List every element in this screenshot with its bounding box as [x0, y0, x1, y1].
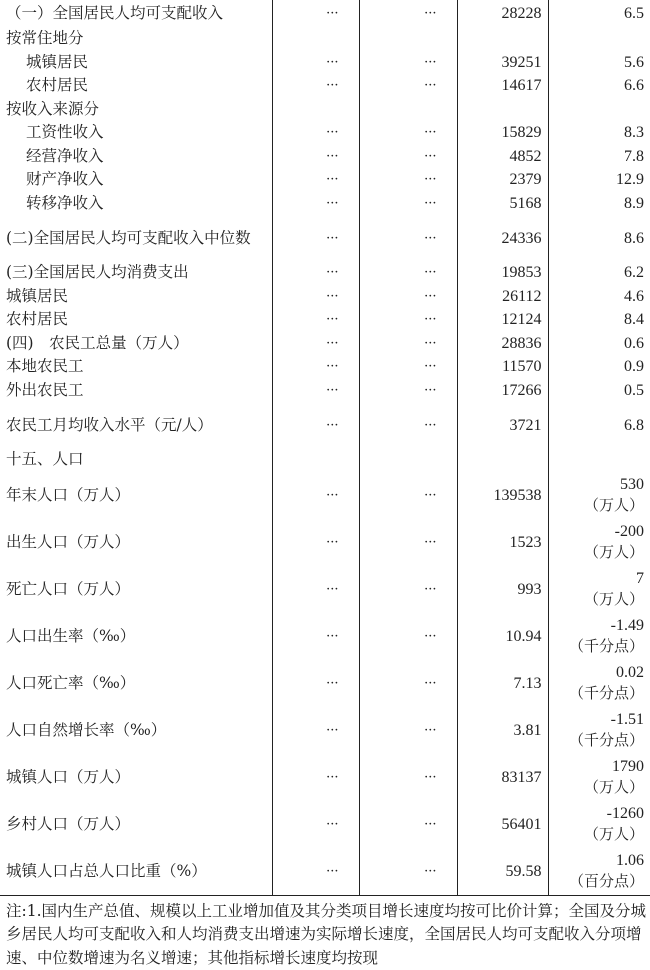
growth-cell — [548, 566, 650, 613]
growth-cell: 12.9 — [616, 171, 644, 189]
col3-value: ··· — [359, 519, 457, 566]
row-label: 人口死亡率（‰） — [0, 660, 272, 707]
value-cell — [457, 27, 548, 51]
table-row — [0, 74, 650, 98]
growth-unit: （万人） — [583, 496, 644, 514]
col2-value: ··· — [272, 121, 359, 145]
col2-value: ··· — [272, 285, 359, 309]
col3-value: ··· — [359, 192, 457, 216]
growth-cell — [548, 707, 650, 754]
growth-cell: 5.6 — [624, 53, 644, 71]
value-cell: 24336 — [457, 215, 548, 261]
col2-value: ··· — [272, 145, 359, 169]
table-row — [0, 308, 650, 332]
value-cell: 56401 — [457, 801, 548, 848]
growth-cell: 0.9 — [624, 358, 644, 376]
table-row — [0, 519, 650, 566]
growth-value: -200 — [614, 523, 644, 540]
col3-value: ··· — [359, 402, 457, 448]
growth-cell: 7.8 — [624, 147, 644, 165]
col3-value: ··· — [359, 121, 457, 145]
col3-value: ··· — [359, 566, 457, 613]
col2-value — [272, 448, 359, 472]
growth-cell: 8.9 — [624, 194, 644, 212]
value-cell: 10.94 — [457, 613, 548, 660]
table-row — [0, 848, 650, 896]
table-row — [0, 192, 650, 216]
table-row — [0, 215, 650, 261]
col2-value: ··· — [272, 801, 359, 848]
footnote: 注:1.国内生产总值、规模以上工业增加值及其分类项目增长速度均按可比价计算；全国及分城乡居民人均可支配收入和人均消费支出增速为实际增长速度，全国居民人均可支配收入分项增速、中位数增速为名义增速；其他指标增长速度均按现 — [6, 902, 647, 967]
value-cell: 83137 — [457, 754, 548, 801]
col2-value — [272, 27, 359, 51]
value-cell: 12124 — [457, 308, 548, 332]
growth-value: -1.51 — [610, 711, 644, 728]
row-label: 农村居民 — [0, 308, 272, 332]
col3-value: ··· — [359, 285, 457, 309]
table-row — [0, 332, 650, 356]
col2-value — [272, 98, 359, 122]
col2-value: ··· — [272, 261, 359, 285]
table-row — [0, 355, 650, 379]
value-cell: 14617 — [457, 74, 548, 98]
col3-value: ··· — [359, 660, 457, 707]
row-label: 人口自然增长率（‰） — [0, 707, 272, 754]
col2-value: ··· — [272, 566, 359, 613]
growth-unit: （千分点） — [568, 684, 644, 702]
value-cell: 993 — [457, 566, 548, 613]
table-row — [0, 168, 650, 192]
table-row — [0, 801, 650, 848]
row-label: 工资性收入 — [0, 121, 272, 145]
col3-value: ··· — [359, 168, 457, 192]
table-row — [0, 145, 650, 169]
col3-value — [359, 98, 457, 122]
growth-cell — [548, 448, 650, 472]
col3-value — [359, 27, 457, 51]
table-row — [0, 472, 650, 519]
col2-value: ··· — [272, 168, 359, 192]
growth-value: 7 — [636, 570, 644, 587]
value-cell: 5168 — [457, 192, 548, 216]
col2-value: ··· — [272, 355, 359, 379]
col2-value: ··· — [272, 660, 359, 707]
growth-unit: （万人） — [583, 590, 644, 608]
col3-value: ··· — [359, 215, 457, 261]
row-label: (四) 农民工总量（万人） — [0, 332, 272, 356]
growth-cell: 6.5 — [624, 5, 644, 22]
col3-value: ··· — [359, 261, 457, 285]
row-label: （一）全国居民人均可支配收入 — [0, 0, 272, 27]
table-row — [0, 0, 650, 27]
col3-value: ··· — [359, 801, 457, 848]
row-label: 十五、人口 — [0, 448, 272, 472]
value-cell: 26112 — [457, 285, 548, 309]
table-row — [0, 613, 650, 660]
col3-value: ··· — [359, 74, 457, 98]
row-label: 按收入来源分 — [0, 98, 272, 122]
growth-cell: 0.6 — [624, 334, 644, 352]
row-label: 死亡人口（万人） — [0, 566, 272, 613]
table-row — [0, 379, 650, 403]
col3-value: ··· — [359, 754, 457, 801]
row-label: 农民工月均收入水平（元/人） — [0, 402, 272, 448]
growth-cell: 8.3 — [624, 124, 644, 142]
growth-cell — [548, 472, 650, 519]
table-row — [0, 285, 650, 309]
growth-cell — [548, 801, 650, 848]
row-label: 外出农民工 — [0, 379, 272, 403]
value-cell: 3.81 — [457, 707, 548, 754]
col2-value: ··· — [272, 379, 359, 403]
col3-value: ··· — [359, 51, 457, 75]
growth-value: 530 — [620, 476, 644, 493]
growth-cell: 6.2 — [624, 264, 644, 282]
col3-value: ··· — [359, 472, 457, 519]
value-cell: 17266 — [457, 379, 548, 403]
value-cell: 3721 — [457, 402, 548, 448]
growth-cell — [548, 613, 650, 660]
growth-unit: （万人） — [583, 778, 644, 796]
col2-value: ··· — [272, 754, 359, 801]
table-row — [0, 448, 650, 472]
row-label: 按常住地分 — [0, 27, 272, 51]
value-cell — [457, 98, 548, 122]
growth-cell — [548, 98, 650, 122]
col2-value: ··· — [272, 215, 359, 261]
value-cell: 15829 — [457, 121, 548, 145]
growth-unit: （千分点） — [568, 731, 644, 749]
row-label: 城镇人口占总人口比重（%） — [0, 848, 272, 896]
col3-value: ··· — [359, 0, 457, 27]
value-cell: 1523 — [457, 519, 548, 566]
table-row — [0, 27, 650, 51]
table-row — [0, 660, 650, 707]
growth-cell: 8.6 — [624, 229, 644, 247]
value-cell: 28836 — [457, 332, 548, 356]
value-cell: 39251 — [457, 51, 548, 75]
col3-value: ··· — [359, 332, 457, 356]
col2-value: ··· — [272, 332, 359, 356]
growth-cell: 6.8 — [624, 416, 644, 434]
growth-cell — [548, 660, 650, 707]
growth-unit: （百分点） — [568, 872, 644, 890]
col2-value: ··· — [272, 707, 359, 754]
value-cell: 11570 — [457, 355, 548, 379]
value-cell: 2379 — [457, 168, 548, 192]
growth-cell: 0.5 — [624, 381, 644, 399]
row-label: 人口出生率（‰） — [0, 613, 272, 660]
growth-unit: （万人） — [583, 825, 644, 843]
growth-value: 1790 — [612, 758, 644, 775]
row-label: 乡村人口（万人） — [0, 801, 272, 848]
col2-value: ··· — [272, 848, 359, 896]
col3-value: ··· — [359, 848, 457, 896]
row-label: 经营净收入 — [0, 145, 272, 169]
growth-unit: （千分点） — [568, 637, 644, 655]
col2-value: ··· — [272, 613, 359, 660]
col3-value: ··· — [359, 707, 457, 754]
table-row — [0, 566, 650, 613]
row-label: 城镇居民 — [0, 285, 272, 309]
table-row — [0, 51, 650, 75]
col3-value: ··· — [359, 308, 457, 332]
row-label: 农村居民 — [0, 74, 272, 98]
value-cell: 7.13 — [457, 660, 548, 707]
col3-value: ··· — [359, 355, 457, 379]
col2-value: ··· — [272, 74, 359, 98]
table-row — [0, 402, 650, 448]
table-row — [0, 98, 650, 122]
row-label: 出生人口（万人） — [0, 519, 272, 566]
col2-value: ··· — [272, 402, 359, 448]
table-row — [0, 261, 650, 285]
row-label: 城镇人口（万人） — [0, 754, 272, 801]
growth-cell — [548, 754, 650, 801]
growth-cell: 6.6 — [624, 77, 644, 95]
col2-value: ··· — [272, 51, 359, 75]
row-label: 城镇居民 — [0, 51, 272, 75]
value-cell: 4852 — [457, 145, 548, 169]
col3-value — [359, 448, 457, 472]
growth-value: 1.06 — [616, 852, 644, 869]
row-label: (三)全国居民人均消费支出 — [0, 261, 272, 285]
value-cell: 19853 — [457, 261, 548, 285]
row-label: 年末人口（万人） — [0, 472, 272, 519]
growth-cell — [548, 27, 650, 51]
growth-unit: （万人） — [583, 543, 644, 561]
growth-value: -1260 — [606, 805, 644, 822]
col3-value: ··· — [359, 613, 457, 660]
col2-value: ··· — [272, 472, 359, 519]
table-row — [0, 707, 650, 754]
value-cell: 59.58 — [457, 848, 548, 896]
col3-value: ··· — [359, 379, 457, 403]
table-row — [0, 121, 650, 145]
growth-cell: 8.4 — [624, 311, 644, 329]
row-label: (二)全国居民人均可支配收入中位数 — [0, 215, 272, 261]
growth-cell — [548, 519, 650, 566]
col2-value: ··· — [272, 0, 359, 27]
growth-value: -1.49 — [610, 617, 644, 634]
row-label: 财产净收入 — [0, 168, 272, 192]
growth-value: 0.02 — [616, 664, 644, 681]
value-cell — [457, 448, 548, 472]
growth-cell — [548, 848, 650, 896]
table-row — [0, 754, 650, 801]
row-label: 本地农民工 — [0, 355, 272, 379]
value-cell: 139538 — [457, 472, 548, 519]
growth-cell: 4.6 — [624, 287, 644, 305]
col3-value: ··· — [359, 145, 457, 169]
col2-value: ··· — [272, 192, 359, 216]
col2-value: ··· — [272, 308, 359, 332]
row-label: 转移净收入 — [0, 192, 272, 216]
col2-value: ··· — [272, 519, 359, 566]
value-cell: 28228 — [457, 0, 548, 27]
